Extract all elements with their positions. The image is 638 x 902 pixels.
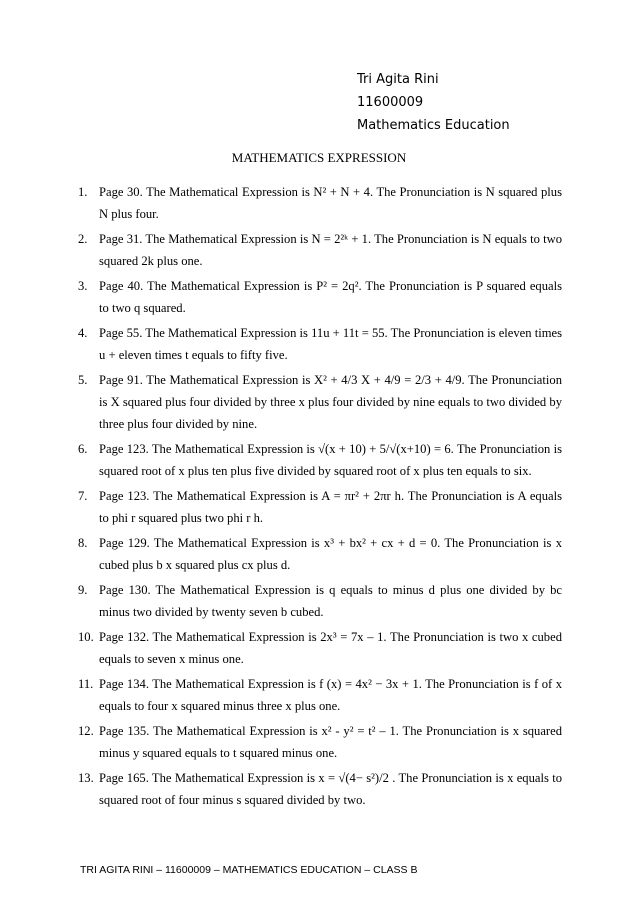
list-item: 10. Page 132. The Mathematical Expression is 2x³ = 7x – 1. The Pronunciation is two x cubed equals to seven x minus one. — [78, 630, 562, 666]
list-item: 12. Page 135. The Mathematical Expression is x² - y² = t² – 1. The Pronunciation is x squared minus y squared equals to t squared minus one. — [78, 724, 562, 760]
author-name: Tri Agita Rini — [357, 72, 439, 87]
list-item: 3. Page 40. The Mathematical Expression is P² = 2q². The Pronunciation is P squared equals to two q squared. — [78, 279, 562, 315]
list-item: 5. Page 91. The Mathematical Expression is X² + 4/3 X + 4/9 = 2/3 + 4/9. The Pronunciation is X squared plus four divided by three x plus four divided by nine equals to two divided by three plus four divided by nine. — [78, 373, 562, 431]
student-id: 11600009 — [357, 95, 424, 110]
list-item: 1. Page 30. The Mathematical Expression is N² + N + 4. The Pronunciation is N squared plus N plus four. — [78, 185, 562, 221]
list-item: 13. Page 165. The Mathematical Expression is x = √(4− s²)/2 . The Pronunciation is x equals to squared root of four minus s squared divided by two. — [78, 771, 562, 807]
list-item: 11. Page 134. The Mathematical Expression is f (x) = 4x² − 3x + 1. The Pronunciation is f of x equals to four x squared minus three x plus one. — [78, 677, 562, 713]
list-item: 4. Page 55. The Mathematical Expression is 11u + 11t = 55. The Pronunciation is eleven times u + eleven times t equals to fifty five. — [78, 326, 562, 362]
author-block — [357, 68, 510, 137]
page-title: MATHEMATICS EXPRESSION — [231, 150, 407, 165]
list-item: 7. Page 123. The Mathematical Expression is A = πr² + 2πr h. The Pronunciation is A equals to phi r squared plus two phi r h. — [78, 489, 562, 525]
list-item: 2. Page 31. The Mathematical Expression is N = 2²ᵏ + 1. The Pronunciation is N equals to two squared 2k plus one. — [78, 232, 562, 268]
expression-list — [78, 181, 562, 814]
list-item: 6. Page 123. The Mathematical Expression is √(x + 10) + 5/√(x+10) = 6. The Pronunciation is squared root of x plus ten plus five divided by squared root of x plus ten equals to six. — [78, 442, 562, 478]
page-footer: TRI AGITA RINI – 11600009 – MATHEMATICS EDUCATION – CLASS B — [80, 864, 418, 876]
list-item: 8. Page 129. The Mathematical Expression is x³ + bx² + cx + d = 0. The Pronunciation is x cubed plus b x squared plus cx plus d. — [78, 536, 562, 572]
list-item: 9. Page 130. The Mathematical Expression is q equals to minus d plus one divided by bc minus two divided by twenty seven b cubed. — [78, 583, 562, 619]
department: Mathematics Education — [357, 118, 510, 133]
